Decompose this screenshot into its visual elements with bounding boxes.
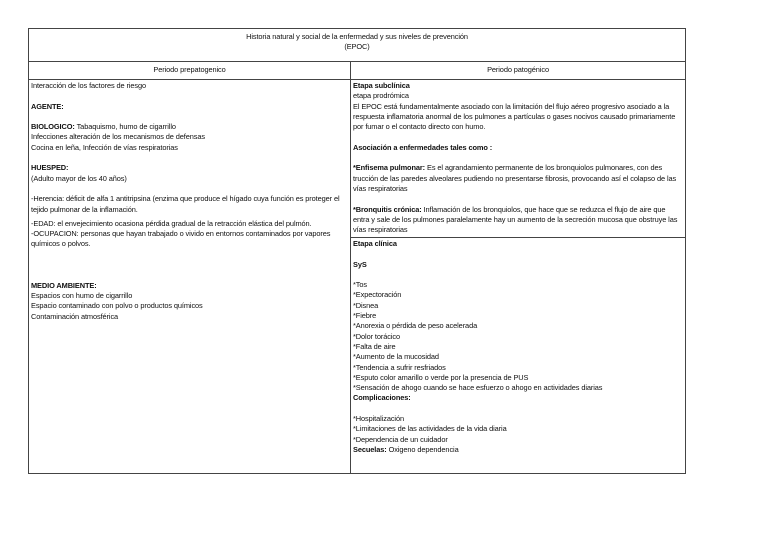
adulto-line: (Adulto mayor de los 40 años) [31,173,127,183]
secuelas-text: Oxigeno dependencia [386,444,459,454]
medio-item: Espacio contaminado con polvo o productos químicos [31,301,203,311]
sintoma-item: *Tendencia a sufrir resfriados [353,362,446,372]
subclinica-cell [351,80,686,238]
sintoma-item: *Tos [353,280,367,290]
herencia-line: -Herencia: déficit de alfa 1 antitripsina (enzima que produce el hígado cuya función es proteger el tejido pulmonar de la inflamación. [31,194,340,214]
huesped-label: HUESPED: [31,163,69,173]
biologico-line [31,122,348,132]
biologico-label: BIOLOGICO: [31,122,75,132]
sintoma-item: *Anorexia o pérdida de peso acelerada [353,321,478,331]
title-cell [29,29,686,62]
medio-item: Contaminación atmosférica [31,311,119,321]
document-page [28,28,685,474]
medio-ambiente-label: MEDIO AMBIENTE: [31,280,97,290]
epoc-table [28,28,686,474]
enfisema-label: *Enfisema pulmonar: [353,163,426,173]
ocupacion-line: -OCUPACION: personas que hayan trabajado o vivido en entornos contaminados por vapores químicos o polvos. [31,229,331,249]
bronquitis-label: *Bronquitis crónica: [353,204,422,214]
header-patogenico: Periodo patogénico [351,62,686,80]
risk-intro: Interacción de los factores de riesgo [31,81,147,90]
epoc-definition: El EPOC está fundamentalmente asociado con la limitación del flujo aéreo progresivo asociado a la respuesta inflamatoria anormal de los pulmones a partículas o gases nocivos causado primariamente por fumar o el contacto directo con humo. [353,101,676,132]
sintoma-item: *Fiebre [353,311,377,321]
sintoma-item: *Dolor torácico [353,331,400,341]
sintoma-item: *Disnea [353,300,379,310]
edad-line: -EDAD: el envejecimiento ocasiona pérdida gradual de la retracción elástica del pulmón. [31,218,312,228]
agente-label: AGENTE: [31,101,64,111]
sintoma-item: *Esputo color amarillo o verde por la presencia de PUS [353,372,529,382]
complicacion-item: *Hospitalización [353,414,404,424]
table-subtitle: (EPOC) [344,42,370,52]
medio-item: Espacios con humo de cigarrillo [31,290,133,300]
bronquitis-text: Inflamación de los bronquiolos, que hace que se reduzca el flujo de aire que entra y sale de los pulmones paralelamente hay un aumento de la secreción mucosa que obstruye las vías respiratorias [353,204,678,235]
infecciones-line: Infecciones alteración de los mecanismos de defensas [31,132,205,142]
secuelas-line [353,445,683,455]
complicacion-item: *Limitaciones de las actividades de la vida diaria [353,424,507,434]
bronquitis-paragraph [353,205,683,236]
sintoma-item: *Sensación de ahogo cuando se hace esfuerzo o ahogo en actividades diarias [353,383,603,393]
left-content-cell [29,80,351,474]
header-prepatogenico: Periodo prepatogenico [29,62,351,80]
biologico-text: Tabaquismo, humo de cigarrillo [74,122,176,132]
table-title: Historia natural y social de la enfermedad y sus niveles de prevención [246,32,468,41]
secuelas-label: Secuelas: [353,444,387,454]
enfisema-paragraph [353,163,683,194]
clinica-label: Etapa clínica [353,239,397,248]
sys-label: SyS [353,259,367,269]
sintoma-item: *Expectoración [353,290,402,300]
sintoma-item: *Falta de aire [353,341,396,351]
prodromica-line: etapa prodrómica [353,91,409,101]
subclinica-label: Etapa subclínica [353,81,410,90]
sintoma-item: *Aumento de la mucosidad [353,352,439,362]
complicaciones-label: Complicaciones: [353,393,411,403]
cocina-line: Cocina en leña, Infección de vías respiratorias [31,142,178,152]
enfisema-text: Es el agrandamiento permanente de los bronquiolos pulmonares, con des trucción de las paredes alveolares pudiendo no presentarse fibrosis, provocando así el colapso de las vías respiratorias [353,163,677,193]
clinica-cell [351,238,686,474]
asociacion-label: Asociación a enfermedades tales como : [353,142,493,152]
complicacion-item: *Dependencia de un cuidador [353,434,448,444]
